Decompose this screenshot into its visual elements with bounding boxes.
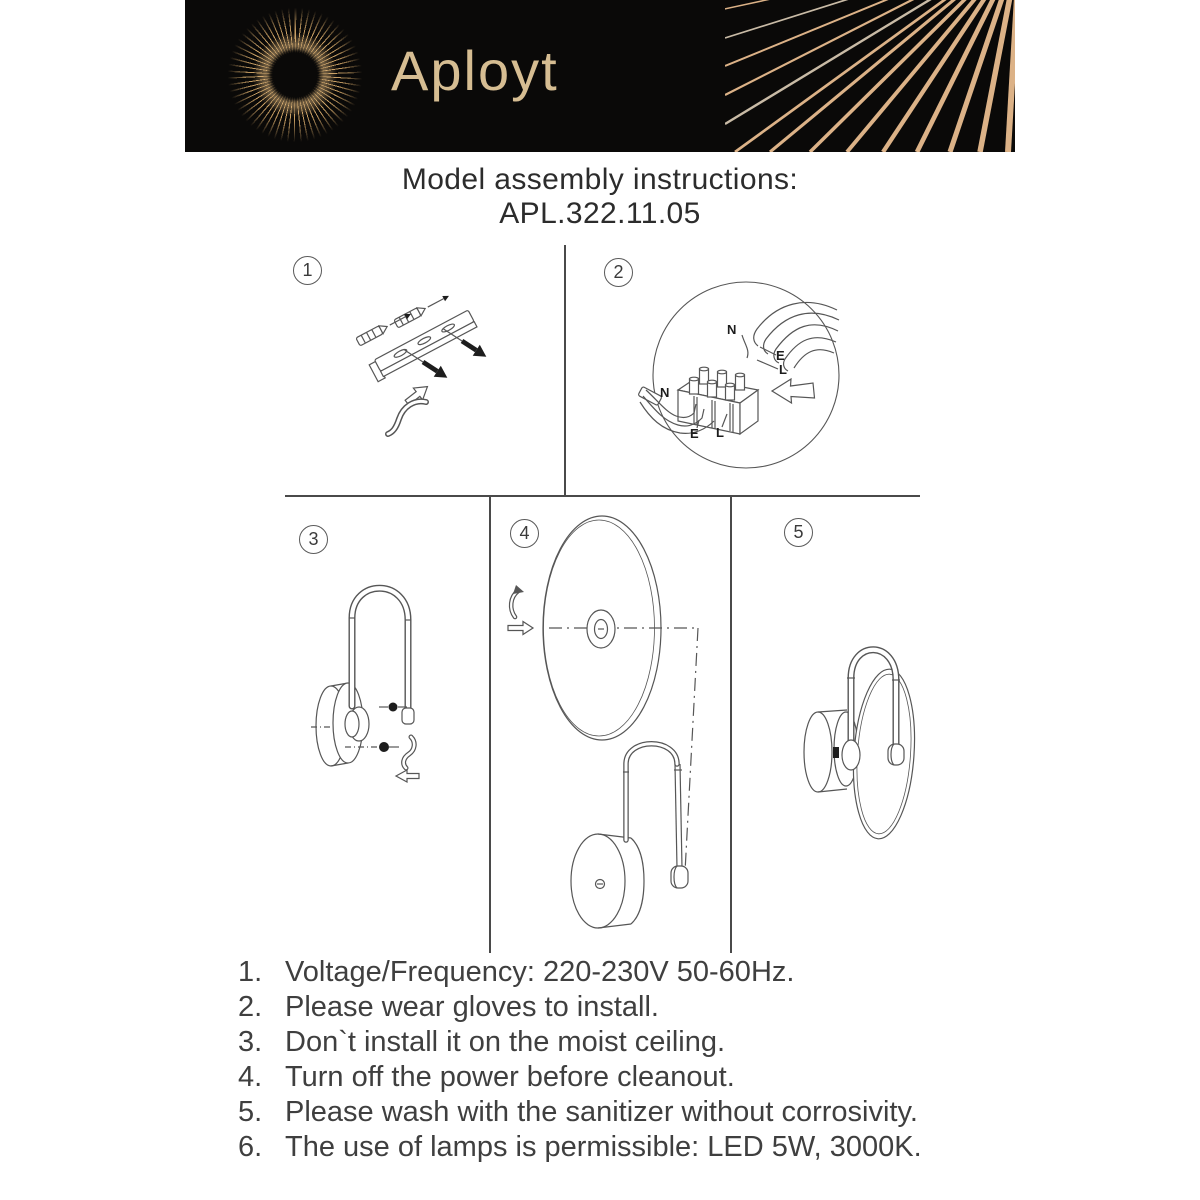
panel4-disc-diagram <box>508 516 698 928</box>
step-number: 4 <box>519 523 530 543</box>
list-item-text: Please wash with the sanitizer without corrosivity. <box>285 1096 918 1128</box>
panel1-bracket-diagram <box>356 292 490 434</box>
list-item-number: 3. <box>238 1026 263 1058</box>
step-number: 5 <box>793 522 804 542</box>
list-item-number: 4. <box>238 1061 263 1093</box>
direction-arrow-icon <box>396 770 419 782</box>
list-item <box>238 1025 1058 1060</box>
screw-icon <box>379 742 389 752</box>
wire-label-l: L <box>779 362 787 377</box>
list-item-text: Turn off the power before cleanout. <box>285 1061 735 1093</box>
list-item-number: 1. <box>238 956 263 988</box>
title-line2: APL.322.11.05 <box>499 197 701 230</box>
list-item <box>238 990 1058 1025</box>
list-item-text: Voltage/Frequency: 220-230V 50-60Hz. <box>285 956 795 988</box>
wire-label-l: L <box>716 425 724 440</box>
wire-label-n: N <box>660 385 670 400</box>
step-number: 3 <box>308 529 319 549</box>
list-item-number: 2. <box>238 991 263 1023</box>
instruction-list <box>238 955 1058 1165</box>
list-item-text: Please wear gloves to install. <box>285 991 659 1023</box>
rotate-arrow-icon <box>511 585 524 617</box>
step-number: 2 <box>613 262 624 282</box>
list-item <box>238 1060 1058 1095</box>
list-item-text: Don`t install it on the moist ceiling. <box>285 1026 726 1058</box>
list-item-number: 6. <box>238 1131 263 1163</box>
list-item-number: 5. <box>238 1096 263 1128</box>
list-item <box>238 1130 1058 1165</box>
wire-label-e: E <box>690 426 699 441</box>
panel3-frame-diagram <box>311 588 419 782</box>
title-line1: Model assembly instructions: <box>401 163 799 196</box>
brand-wordmark: Aployt <box>391 39 559 102</box>
direction-arrow-icon <box>772 379 815 403</box>
wire-label-n: N <box>727 322 737 337</box>
step-number: 1 <box>302 260 313 280</box>
panel5-assembled-diagram <box>804 650 920 841</box>
direction-arrow-icon <box>508 622 533 635</box>
wire-label-e: E <box>776 348 785 363</box>
screw-icon <box>389 703 398 712</box>
wall-anchor-icon <box>394 292 451 328</box>
list-item-text: The use of lamps is permissible: LED 5W, 3000K. <box>285 1131 922 1163</box>
list-item <box>238 1095 1058 1130</box>
list-item <box>238 955 1058 990</box>
panel2-wiring-diagram <box>638 282 839 468</box>
